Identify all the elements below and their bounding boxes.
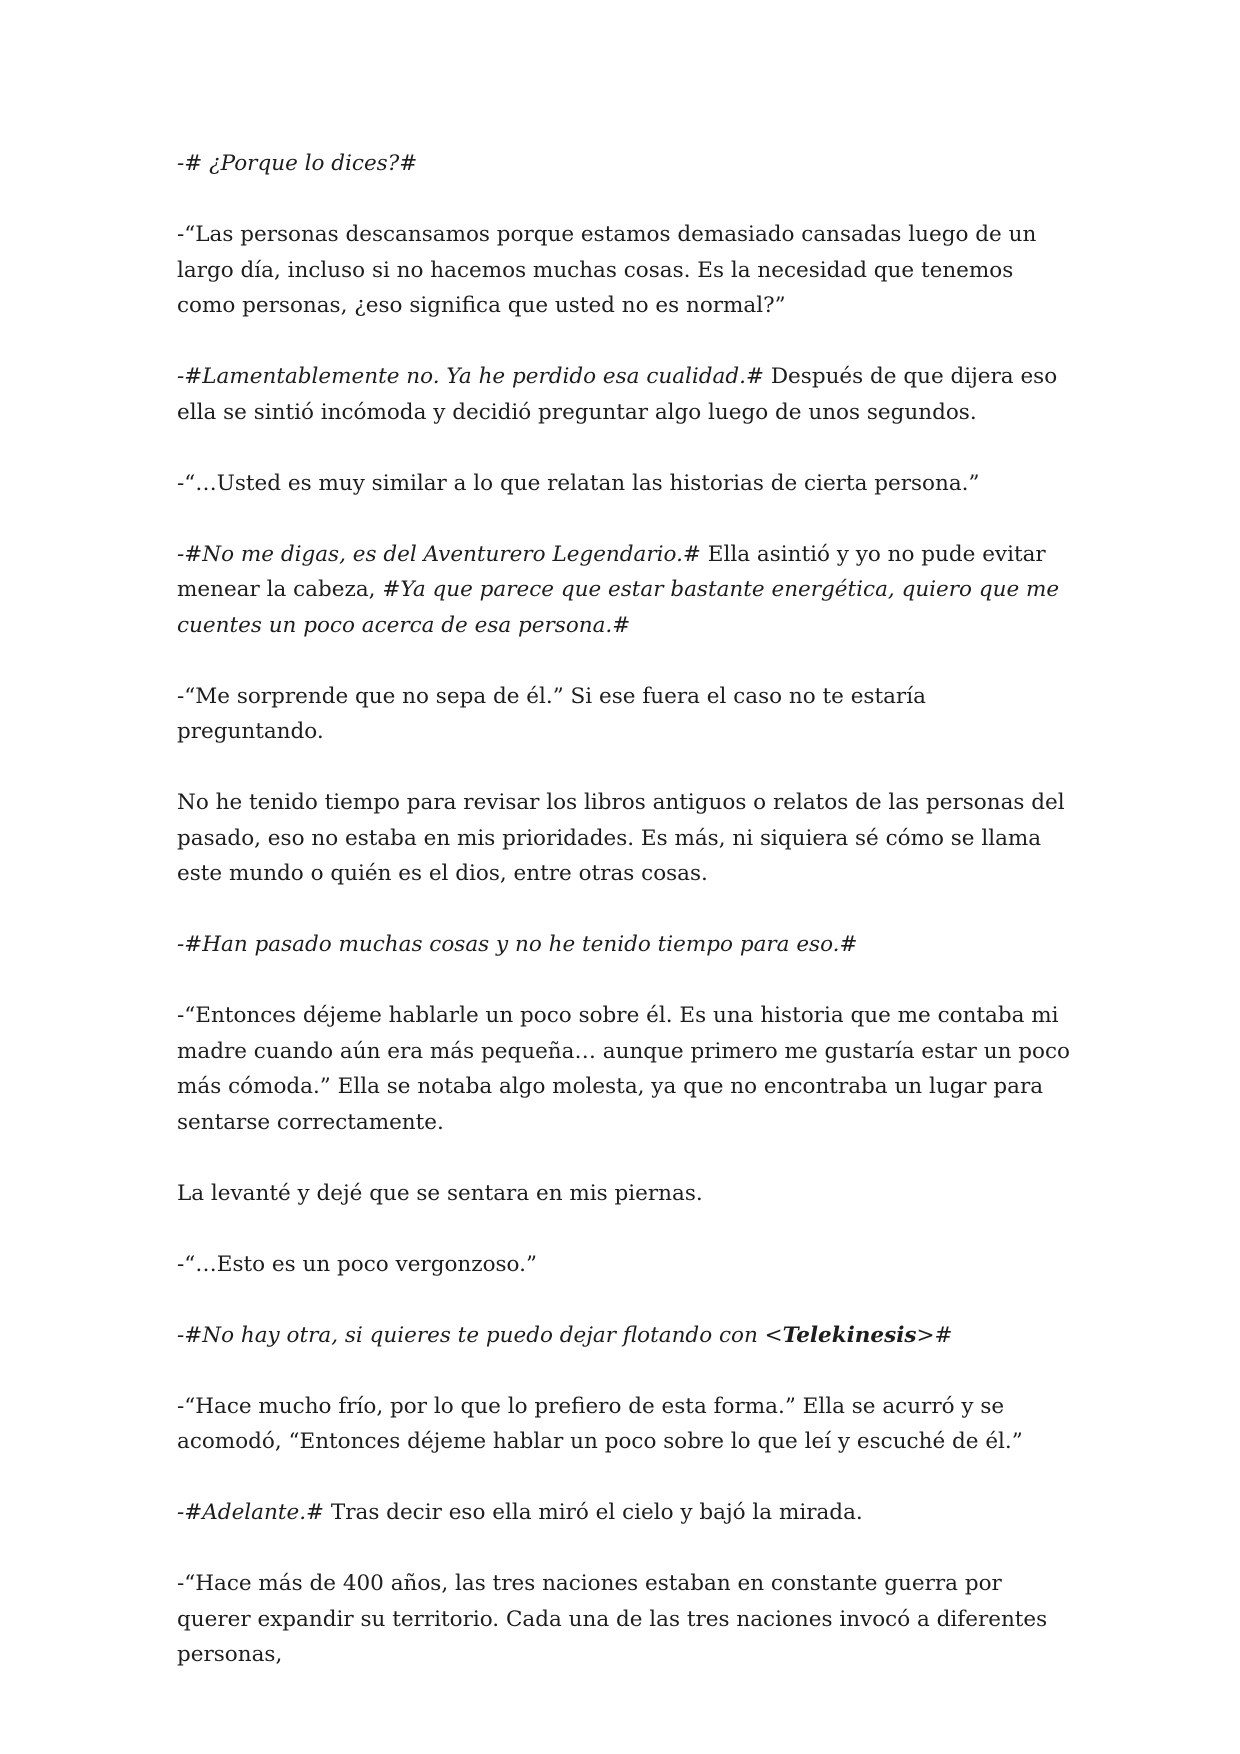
text-run: Telekinesis	[782, 1322, 917, 1348]
text-run: -“Las personas descansamos porque estamos demasiado cansadas luego de un largo día, incluso si no hacemos muchas cosas. Es la necesidad que tenemos como personas, ¿eso significa que usted no es normal?”	[177, 222, 1037, 318]
paragraph	[177, 1389, 1077, 1460]
text-run: -“…Esto es un poco vergonzoso.”	[177, 1251, 537, 1277]
text-run: Ella asintió y yo no pude evitar menear la cabeza,	[177, 541, 1046, 602]
text-run: #	[934, 1322, 953, 1348]
text-run: -#Adelante.#	[177, 1500, 325, 1525]
text-run: -“Hace mucho frío, por lo que lo prefiero de esta forma.” Ella se acurró y se acomodó, “Entonces déjeme hablar un poco sobre lo que leí y escuché de él.”	[177, 1393, 1023, 1454]
text-run: -#Han pasado muchas cosas y no he tenido tiempo para eso.#	[177, 932, 858, 957]
paragraph	[177, 1176, 1077, 1212]
text-run: -“Hace más de 400 años, las tres naciones estaban en constante guerra por querer expandir su territorio. Cada una de las tres naciones invocó a diferentes personas,	[177, 1571, 1048, 1667]
text-run: No he tenido tiempo para revisar los libros antiguos o relatos de las personas del pasado, eso no estaba en mis prioridades. Es más, ni siquiera sé cómo se llama este mundo o quién es el dios, entre otras cosas.	[177, 790, 1065, 886]
paragraph	[177, 359, 1077, 430]
paragraph	[177, 1318, 1077, 1354]
text-run: Después de que dijera eso ella se sintió incómoda y decidió preguntar algo luego de unos segundos.	[177, 364, 1058, 425]
text-run: -#No hay otra, si quieres te puedo dejar flotando con	[177, 1322, 765, 1348]
paragraph	[177, 146, 1077, 182]
paragraph	[177, 998, 1077, 1140]
text-run: -“…Usted es muy similar a lo que relatan las historias de cierta persona.”	[177, 470, 980, 496]
text-run: La levanté y dejé que se sentara en mis piernas.	[177, 1180, 703, 1206]
paragraph	[177, 537, 1077, 644]
text-run: Tras decir eso ella miró el cielo y bajó la mirada.	[324, 1500, 863, 1525]
paragraph	[177, 927, 1077, 963]
paragraph	[177, 679, 1077, 750]
text-run: -#No me digas, es del Aventurero Legendario.#	[177, 541, 701, 567]
text-run: -“Me sorprende que no sepa de él.” Si ese fuera el caso no te estaría preguntando.	[177, 683, 926, 744]
paragraph	[177, 466, 1077, 502]
paragraph	[177, 217, 1077, 324]
document-body	[177, 146, 1077, 1708]
paragraph	[177, 785, 1077, 892]
paragraph	[177, 1495, 1077, 1531]
text-run: >	[916, 1322, 935, 1348]
text-run: -# ¿Porque lo dices?#	[177, 151, 418, 176]
paragraph	[177, 1247, 1077, 1283]
text-run: #Ya que parece que estar bastante energética, quiero que me cuentes un poco acerca de esa persona.#	[177, 577, 1060, 638]
text-run: <	[764, 1322, 783, 1348]
text-run: -#Lamentablemente no. Ya he perdido esa cualidad.#	[177, 364, 764, 389]
text-run: -“Entonces déjeme hablarle un poco sobre él. Es una historia que me contaba mi madre cuando aún era más pequeña… aunque primero me gustaría estar un poco más cómoda.” Ella se notaba algo molesta, ya que no encontraba un lugar para sentarse correctamente.	[177, 1003, 1070, 1135]
paragraph	[177, 1566, 1077, 1673]
